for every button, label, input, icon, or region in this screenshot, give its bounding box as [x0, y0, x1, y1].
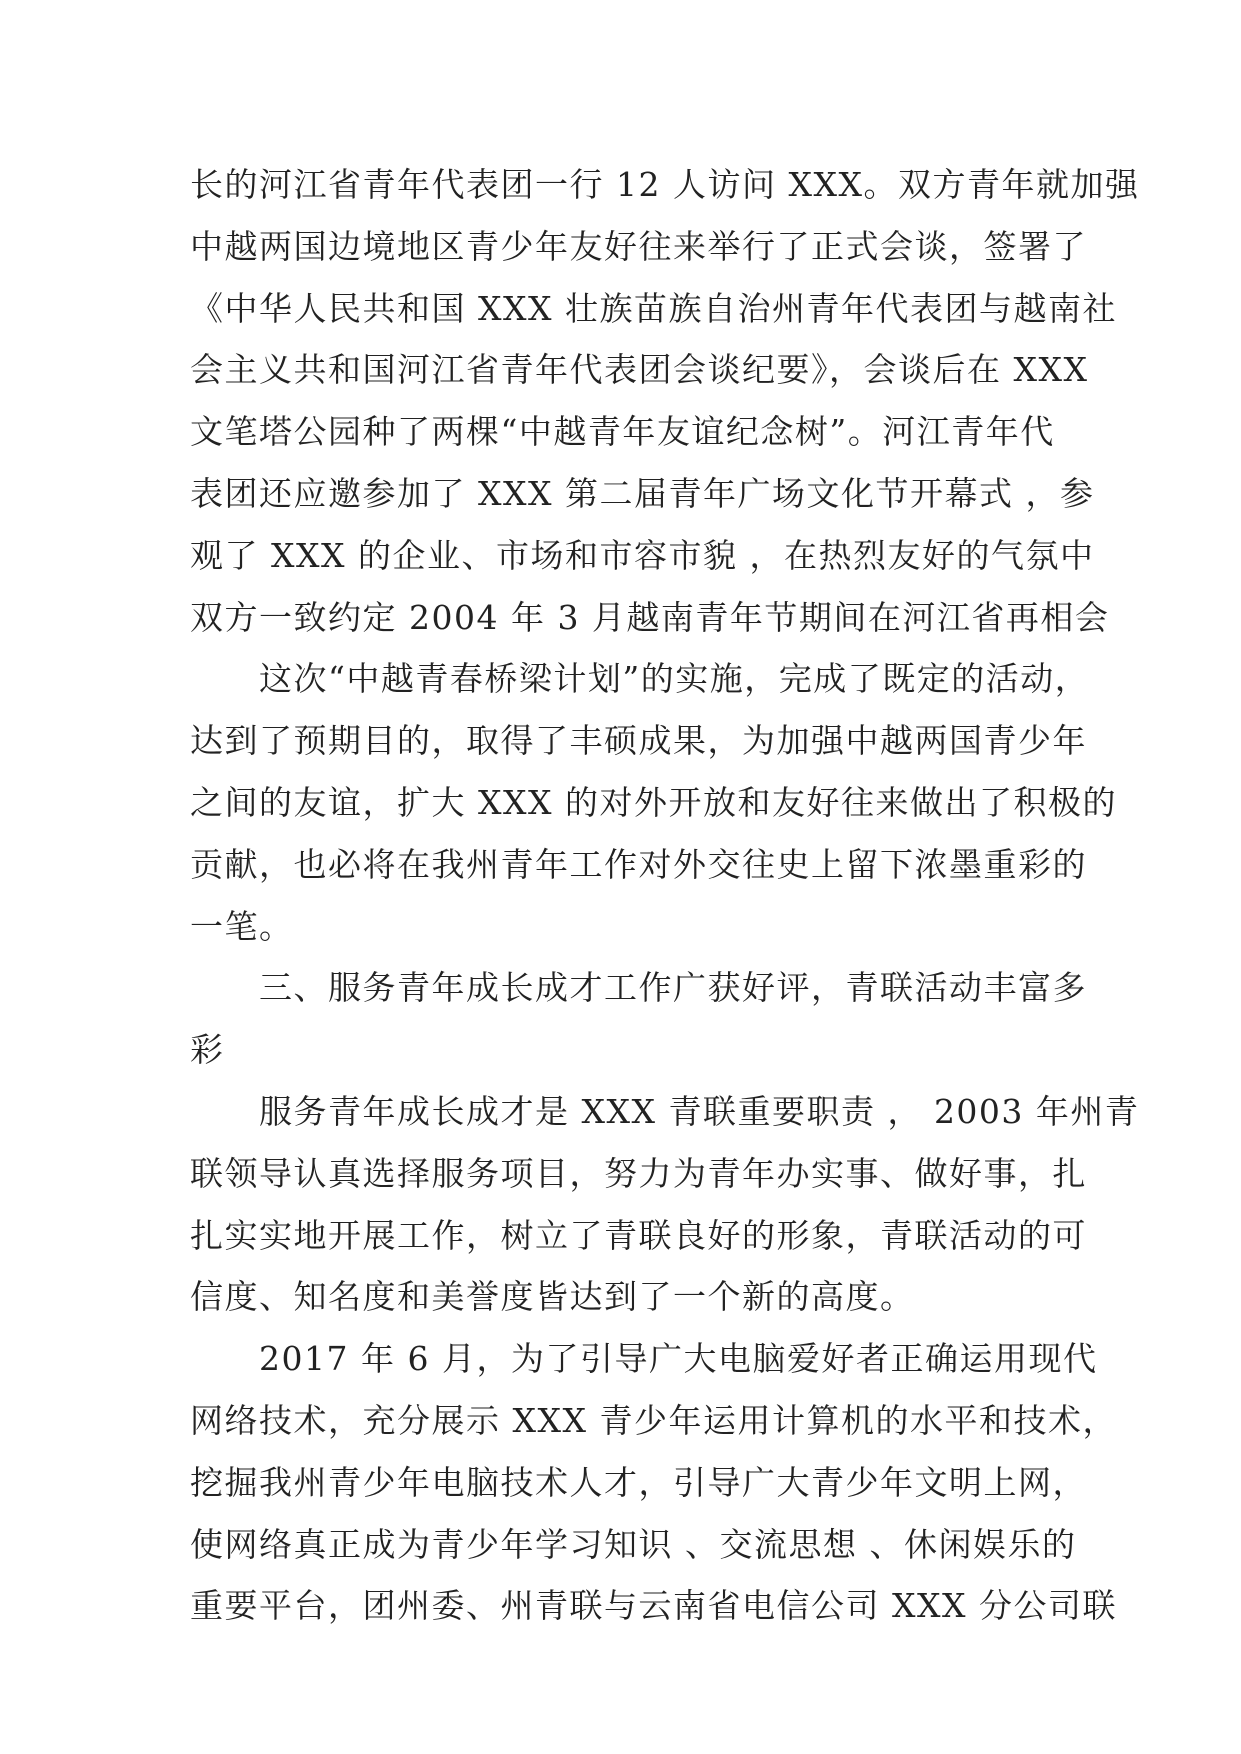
text-line: 2017 年 6 月，为了引导广大电脑爱好者正确运用现代 [190, 1339, 1098, 1379]
text-line: 使网络真正成为青少年学习知识 、交流思想 、休闲娱乐的 [190, 1524, 1077, 1564]
text-line: 表团还应邀参加了 XXX 第二届青年广场文化节开幕式 ，参 [190, 473, 1095, 513]
text-line: 长的河江省青年代表团一行 12 人访问 XXX。双方青年就加强 [190, 165, 1140, 204]
text-line: 联领导认真选择服务项目，努力为青年办实事、做好事，扎 [190, 1153, 1087, 1193]
text-line: 之间的友谊，扩大 XXX 的对外开放和友好往来做出了积极的 [190, 782, 1117, 822]
text-line: 中越两国边境地区青少年友好往来举行了正式会谈，签署了 [190, 226, 1087, 266]
text-line: 达到了预期目的，取得了丰硕成果，为加强中越两国青少年 [190, 721, 1087, 761]
document-body [190, 154, 1140, 1637]
text-line: 信度、知名度和美誉度皆达到了一个新的高度。 [190, 1277, 915, 1317]
text-line: 文笔塔公园种了两棵“中越青年友谊纪念树”。河江青年代 [190, 412, 1055, 452]
text-line: 贡献，也必将在我州青年工作对外交往史上留下浓墨重彩的 [190, 844, 1087, 884]
text-line: 观了 XXX 的企业、市场和市容市貌 ，在热烈友好的气氛中 [190, 535, 1095, 575]
text-line: 服务青年成长成才是 XXX 青联重要职责 ， 2003 年州青 [190, 1091, 1140, 1131]
text-line: 扎实实地开展工作，树立了青联良好的形象，青联活动的可 [190, 1215, 1087, 1255]
text-line: 重要平台，团州委、州青联与云南省电信公司 XXX 分公司联 [190, 1586, 1117, 1626]
text-line: 挖掘我州青少年电脑技术人才，引导广大青少年文明上网， [190, 1462, 1087, 1502]
text-line: 网络技术，充分展示 XXX 青少年运用计算机的水平和技术， [190, 1400, 1117, 1440]
text-line: 双方一致约定 2004 年 3 月越南青年节期间在河江省再相会 [190, 597, 1110, 637]
text-line: 这次“中越青春桥梁计划”的实施，完成了既定的活动， [190, 659, 1090, 699]
text-line: 一笔。 [190, 906, 294, 946]
text-line: 《中华人民共和国 XXX 壮族苗族自治州青年代表团与越南社 [190, 288, 1117, 328]
section-heading-line: 三、服务青年成长成才工作广获好评，青联活动丰富多 [190, 968, 1087, 1008]
section-heading-line: 彩 [190, 1030, 225, 1070]
text-line: 会主义共和国河江省青年代表团会谈纪要》，会谈后在 XXX [190, 350, 1089, 390]
